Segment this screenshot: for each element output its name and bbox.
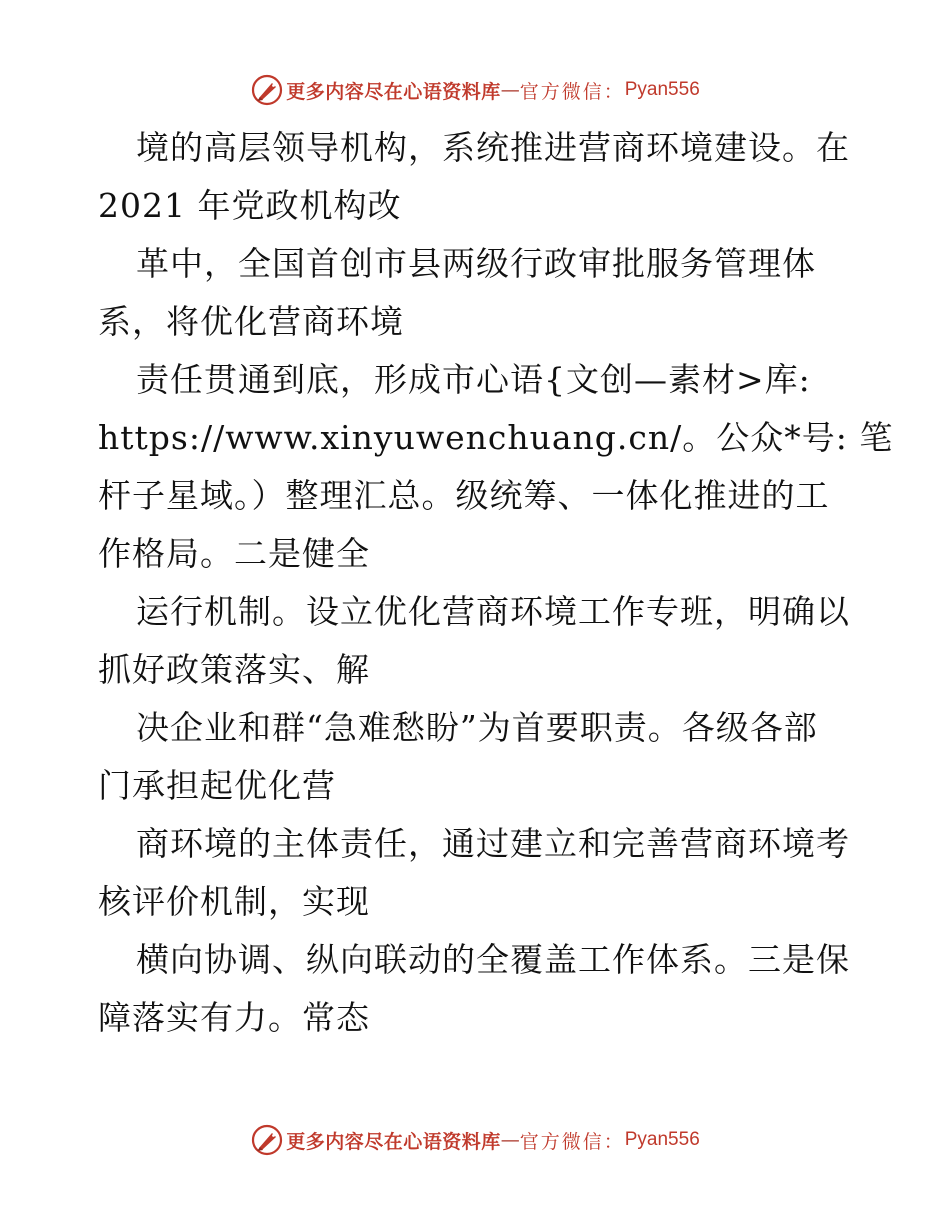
body-line: 系，将优化营商环境 [98, 302, 404, 341]
body-line: 2021 年党政机构改 [98, 186, 402, 225]
banner-wechat-label: 官方微信： [519, 1130, 625, 1153]
body-line: 运行机制。设立优化营商环境工作专班，明确以 [136, 592, 850, 631]
body-line: 门承担起优化营 [98, 766, 336, 805]
body-line: 境的高层领导机构，系统推进营商环境建设。在 [136, 128, 850, 167]
banner-wechat-id: Pyan556 [624, 79, 700, 100]
banner-main-text: 更多内容尽在心语资料库 [286, 80, 501, 103]
banner-wechat-id: Pyan556 [624, 1129, 700, 1150]
banner-dash: — [500, 1129, 520, 1151]
header-banner [0, 72, 950, 108]
banner-dash: — [500, 79, 520, 101]
banner-wechat-label: 官方微信： [519, 80, 625, 103]
body-line: 杆子星域。）整理汇总。级统筹、一体化推进的工 [98, 476, 830, 515]
body-line: 障落实有力。常态 [98, 998, 370, 1037]
pen-nib-logo-icon [250, 1123, 284, 1157]
footer-banner [0, 1122, 950, 1158]
body-line: 革中，全国首创市县两级行政审批服务管理体 [136, 244, 816, 283]
banner-main-text: 更多内容尽在心语资料库 [286, 1130, 501, 1153]
body-line: 责任贯通到底，形成市心语{文创—素材>库: [136, 360, 811, 399]
body-line: 抓好政策落实、解 [98, 650, 370, 689]
body-line: https://www.xinyuwenchuang.cn/。公众*号: 笔 [98, 418, 894, 457]
body-line: 核评价机制，实现 [98, 882, 370, 921]
body-line: 商环境的主体责任，通过建立和完善营商环境考 [136, 824, 850, 863]
body-line: 横向协调、纵向联动的全覆盖工作体系。三是保 [136, 940, 850, 979]
document-body [98, 119, 894, 1047]
body-line: 决企业和群“急难愁盼”为首要职责。各级各部 [136, 708, 818, 747]
pen-nib-logo-icon [250, 73, 284, 107]
body-line: 作格局。二是健全 [98, 534, 370, 573]
